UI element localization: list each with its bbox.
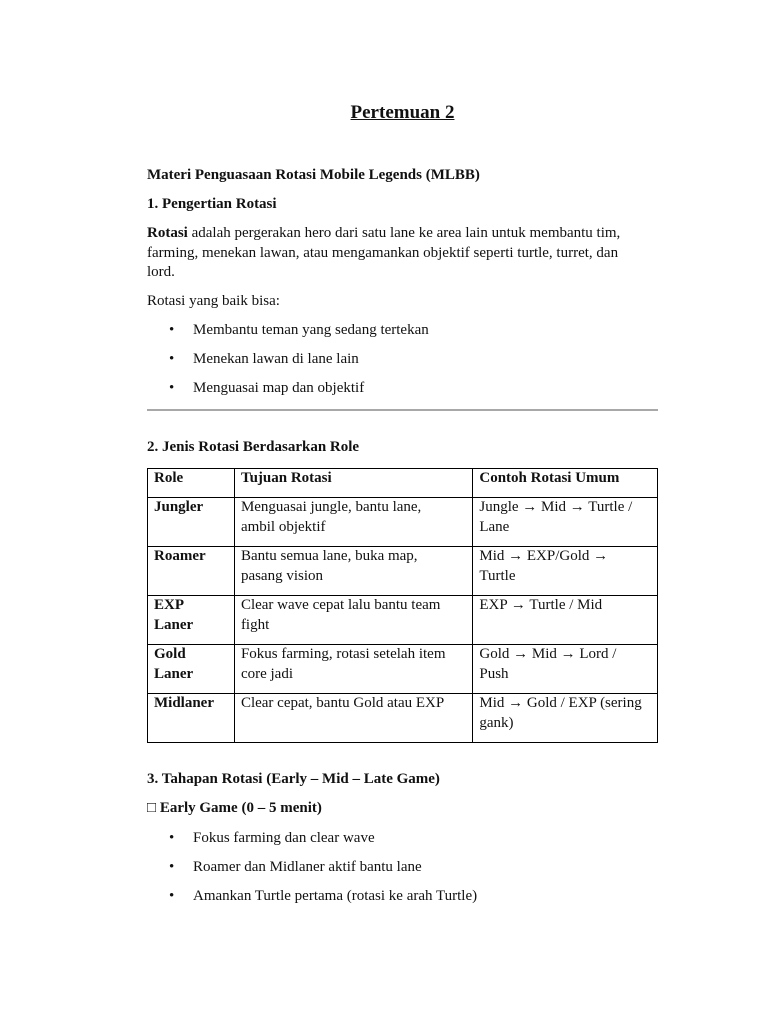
definition-line-2: farming, menekan lawan, atau mengamankan objektif seperti turtle, turret, dan [147,244,619,261]
cell-role: Midlaner [148,694,235,743]
table-header-row [148,469,658,498]
definition-line-1: adalah pergerakan hero dari satu lane ke area lain untuk membantu tim, [187,225,621,241]
cell-tujuan: Clear cepat, bantu Gold atau EXP [234,694,472,743]
cell-contoh: Gold → Mid → Lord / Push [473,645,658,694]
cell-contoh: Jungle → Mid → Turtle / Lane [473,498,658,547]
role-rotation-table [147,468,658,743]
table-row [148,596,658,645]
cell-tujuan: Fokus farming, rotasi setelah item core jadi [234,645,472,694]
table-row [148,547,658,596]
document-subtitle: Materi Penguasaan Rotasi Mobile Legends (MLBB) [147,167,480,183]
cell-tujuan: Clear wave cepat lalu bantu team fight [234,596,472,645]
rotation-intro: Rotasi yang baik bisa: [147,293,280,309]
bullet-icon: • [169,322,175,338]
cell-role: Jungler [148,498,235,547]
missing-glyph-icon: □ [147,800,157,816]
cell-tujuan: Bantu semua lane, buka map, pasang vision [234,547,472,596]
table-row [148,645,658,694]
header-role: Role [148,469,235,498]
cell-contoh: Mid → Gold / EXP (sering gank) [473,694,658,743]
cell-role: Roamer [148,547,235,596]
section-1-heading: 1. Pengertian Rotasi [147,196,277,212]
definition-line-3: lord. [147,264,175,280]
cell-role: EXP Laner [148,596,235,645]
table-row [148,694,658,743]
definition-paragraph [147,224,620,244]
early-game-heading: □ Early Game (0 – 5 menit) [147,800,322,816]
bullet-icon: • [169,888,175,904]
cell-contoh: EXP → Turtle / Mid [473,596,658,645]
cell-tujuan: Menguasai jungle, bantu lane, ambil objektif [234,498,472,547]
table-row [148,498,658,547]
section-3-heading: 3. Tahapan Rotasi (Early – Mid – Late Game) [147,771,440,787]
page-title: Pertemuan 2 [350,102,455,123]
bullet-icon: • [169,830,175,846]
bullet-icon: • [169,859,175,875]
cell-role: Gold Laner [148,645,235,694]
definition-term: Rotasi [147,225,188,241]
bullet-icon: • [169,380,175,396]
cell-contoh: Mid → EXP/Gold → Turtle [473,547,658,596]
header-tujuan: Tujuan Rotasi [234,469,472,498]
header-contoh: Contoh Rotasi Umum [473,469,658,498]
horizontal-divider [147,409,658,411]
bullet-icon: • [169,351,175,367]
section-2-heading: 2. Jenis Rotasi Berdasarkan Role [147,439,360,455]
